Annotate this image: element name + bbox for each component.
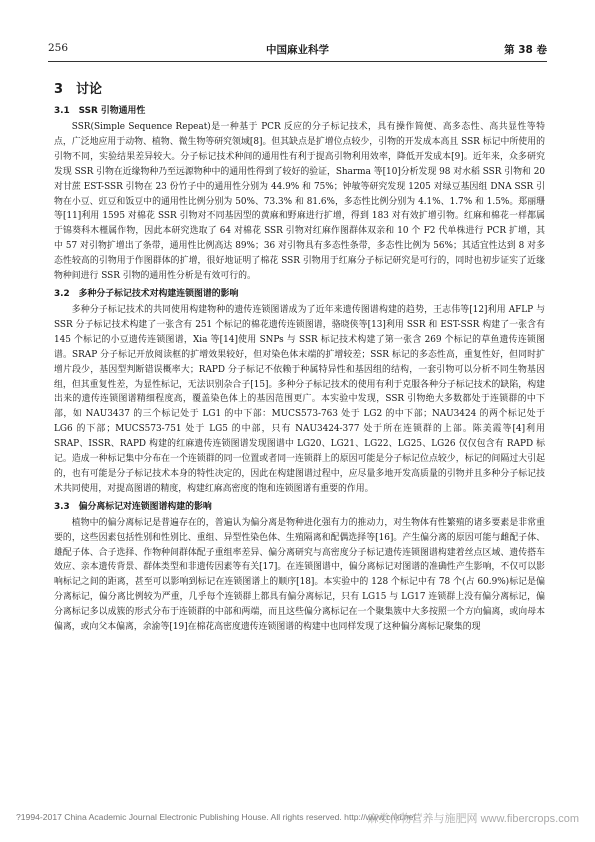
article-body [54, 78, 545, 635]
body-paragraph: SSR(Simple Sequence Repeat)是一种基于 PCR 反应的分子标记技术，具有操作简便、高多态性、高共显性等特点，广泛地应用于动物、植物、微生物等研究领域[8]。但其缺点是扩增位点较少，引物的开发成本高且 SSR 标记中所使用的引物不同，实验结果差异较大。分子标记技术种间的通用性有利于提高引物利用效率，降低开发成本[9]。近年来，众多研究发现 SSR 引物在近缘物种乃至远源物种中的通用性得到了较好的验证，Sharma 等[10]分析发现 98 对水稻 SSR 引物和 20 对甘蔗 EST-SSR 引物在 23 份竹子中的通用性分别为 44.9% 和 75%；钟敏等研究发现 1205 对绿豆基因组 DNA SSR 引物在小豆、豇豆和饭豆中的通用性比例分别为 50%、73.3% 和 81.6%，多态性比例分别为 4.1%、1.7% 和 1.5%。郑丽珊等[11]利用 1595 对棉花 SSR 引物对不同基因型的黄麻和野麻进行扩增，得到 183 对有效扩增引物。红麻和棉花一样都属于锦葵科木槿属作物，因此本研究选取了 64 对棉花 SSR 引物对红麻作图群体双亲和 10 个 F2 代单株进行 PCR 扩增，其中 57 对引物扩增出了条带，通用性比例高达 89%；36 对引物具有多态性条带，多态性比例为 56%；其适宜性达到 8 对多态性较高的引物用于作图群体的扩增，很好地证明了棉花 SSR 引物用于红麻分子标记研究是可行的，同时也初步证实了近缘物种间进行 SSR 引物的通用性分析是有效可行的。 [54, 122, 545, 282]
subsection-heading: 3.3 偏分离标记对连锁图谱构建的影响 [54, 501, 212, 512]
site-watermark: 麻类作物营养与施肥网 www.fibercrops.com [367, 813, 579, 825]
body-paragraph: 多种分子标记技术的共同使用构建物种的遗传连锁图谱成为了近年来遗传图谱构建的趋势，王志伟等[12]利用 AFLP 与 SSR 分子标记技术构建了一张含有 251 个标记的棉花遗传连锁图谱，骆晓侠等[13]利用 SSR 和 EST-SSR 构建了一张含有 145 个标记的小豆遗传连锁图谱，Xia 等[14]使用 SNPs 与 SSR 标记技术构建了第一张含 269 个标记的草鱼遗传连锁图谱。SRAP 分子标记开放阅读框的扩增效果较好，但对染色体末端的扩增较差；SSR 标记的多态性高，重复性好，但同时扩增片段少，基因型判断错误概率大；RAPD 分子标记不依赖于种属特异性和基因组的结构，一套引物可以分析不同生物基因组，但其重复性差，为显性标记，无法识别杂合子[15]。多种分子标记技术的使用有利于克服各种分子标记技术的缺陷，构建出来的遗传连锁图谱精细程度高，覆盖染色体上的基因范围更广。本实验中发现，SSR 引物绝大多数都处于连锁群的中下部，如 NAU3437 的三个标记处于 LG1 的中下部：MUCS573-763 处于 LG2 的中下部；NAU3424 的两个标记处于 LG6 的下部；MUCS573-751 处于 LG5 的中部，只有 NAU3424-377 处于所在连锁群的上部。陈美霞等[4]利用 SRAP、ISSR、RAPD 构建的红麻遗传连锁图谱发现图谱中 LG20、LG21、LG22、LG25、LG26 仅仅包含有 RAPD 标记。造成一种标记集中分布在一个连锁群的同一位置或者同一连锁群上的原因可能是分子标记位点较少，标记的间隔过大引起的，也有可能是分子标记技术本身的特性决定的，因此在构建图谱过程中，应尽量多地开发高质量的引物并且多种分子标记技术共同使用，对提高图谱的精度，构建红麻高密度的饱和连锁图谱有重要的作用。 [54, 304, 545, 494]
page-number: 256 [48, 42, 69, 54]
section-title: 3 讨论 [54, 82, 103, 97]
running-header [48, 42, 547, 58]
copyright-notice: ?1994-2017 China Academic Journal Electronic Publishing House. All rights reserved. http://www.cnki.net [16, 812, 416, 822]
body-paragraph: 植物中的偏分离标记是普遍存在的，普遍认为偏分离是物种进化强有力的推动力，对生物体有性繁殖的诸多要素是非常重要的，这些因素包括性别和性别比、重组、异型性染色体、生殖隔离和配偶选择等[16]。产生偏分离的原因可能与雌配子体、雄配子体、合子选择、作物种间群体配子重组率差异、偏分离研究与高密度分子标记遗传连锁图谱构建着丝点区域、遗传搭车效应、亲本遗传背景、群体类型和非遗传因素等有关[17]。在连锁图谱中，偏分离标记对图谱的准确性产生影响，不仅可以影响标记之间的距离，甚至可以影响到标记在连锁图谱上的顺序[18]。本实验中的 128 个标记中有 78 个(占 60.9%)标记是偏分离标记，偏分离比例较为严重，几乎每个连锁群上都具有偏分离标记，只有 LG15 与 LG17 连锁群上没有偏分离标记，偏分离标记多以成簇的形式分布于连锁群的中部和两端，而且这些偏分离标记在一个聚集簇中大多按照一个方向偏离，或向母本偏离，或向父本偏离，余渝等[19]在棉花高密度遗传连锁图谱的构建中也同样发现了这种偏分离标记聚集的现 [54, 517, 545, 633]
page-footer [16, 812, 579, 826]
journal-title: 中国麻业科学 [266, 44, 329, 56]
header-rule [48, 61, 547, 62]
subsection-heading: 3.1 SSR 引物通用性 [54, 106, 146, 116]
volume-label: 第 38 卷 [504, 44, 547, 56]
subsection-heading: 3.2 多种分子标记技术对构建连锁图谱的影响 [54, 288, 239, 299]
